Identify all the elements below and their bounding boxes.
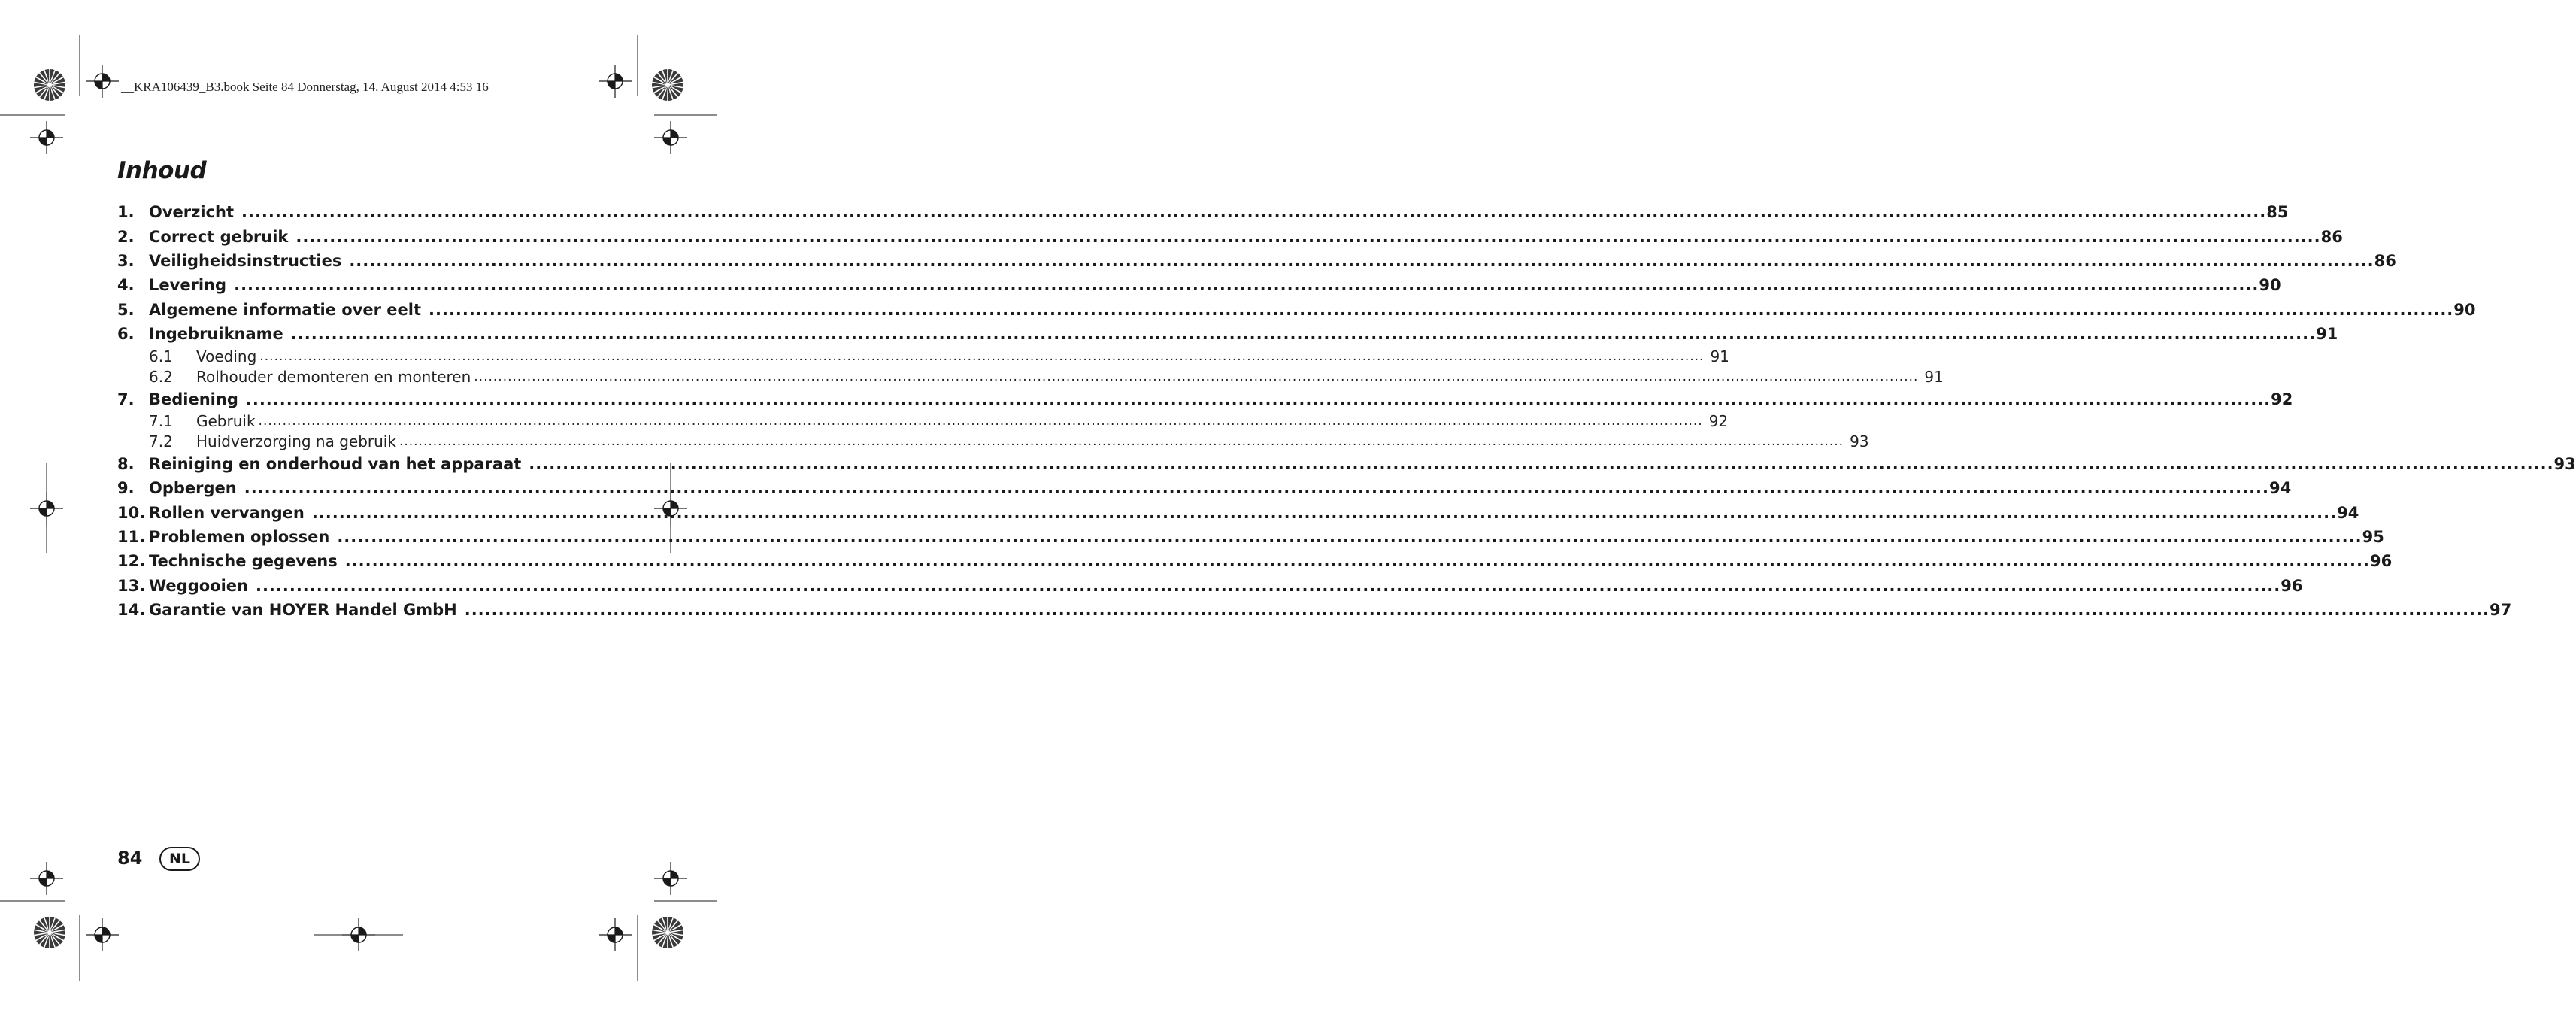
toc-leader-dots: ............................................................................................................................................................................................................................................................................................................: [529, 454, 2554, 473]
page-title: Inhoud: [117, 157, 207, 184]
toc-entry-page: 86: [2320, 227, 2343, 246]
toc-entry: [117, 387, 2293, 411]
toc-entry-page: 90: [2453, 300, 2476, 319]
toc-subentry: [117, 366, 1944, 387]
toc-entry-page: 92: [2271, 390, 2293, 408]
toc-leader-dots: ............................................................................................................................................................................................................................................................................................................: [255, 576, 2281, 595]
toc-leader-dots: ............................................................................................................................................................................................................................................................................................................: [258, 414, 1703, 429]
toc-entry-label: Garantie van HOYER Handel GmbH: [149, 601, 457, 620]
registration-target-icon: [86, 65, 119, 98]
toc-subentry: [117, 411, 1729, 432]
toc-entry-label: Algemene informatie over eelt: [149, 300, 422, 319]
star-target-icon: [652, 69, 683, 101]
toc-leader-dots: ............................................................................................................................................................................................................................................................................................................: [399, 434, 1844, 450]
toc-entry-label: Levering: [149, 276, 227, 295]
toc-leader-dots: ............................................................................................................................................................................................................................................................................................................: [244, 479, 2270, 498]
toc-entry-number: 2.: [117, 227, 135, 246]
registration-target-icon: [599, 918, 632, 951]
registration-target-icon: [599, 65, 632, 98]
toc-leader-dots: ............................................................................................................................................................................................................................................................................................................: [241, 203, 2267, 222]
toc-subentry-number: 6.1: [149, 347, 173, 365]
toc-entry-number: 11.: [117, 528, 146, 547]
toc-entry-page: 96: [2281, 576, 2303, 595]
toc-entry: [117, 501, 2359, 525]
toc-leader-dots: ............................................................................................................................................................................................................................................................................................................: [337, 528, 2362, 547]
table-of-contents: [117, 200, 2576, 622]
toc-entry-page: 90: [2259, 276, 2281, 295]
toc-entry-label: Bediening: [149, 390, 238, 408]
toc-entry-page: 85: [2266, 203, 2289, 222]
toc-subentry-label: Gebruik: [196, 412, 256, 431]
registration-target-icon: [86, 918, 119, 951]
toc-entry-number: 7.: [117, 390, 135, 408]
toc-entry-label: Reiniging en onderhoud van het apparaat: [149, 454, 522, 473]
toc-entry: [117, 452, 2576, 476]
print-info-line: __KRA106439_B3.book Seite 84 Donnerstag, 14. August 2014 4:53 16: [121, 80, 489, 94]
toc-entry-page: 91: [2316, 325, 2338, 344]
toc-entry-label: Weggooien: [149, 576, 248, 595]
toc-entry-label: Technische gegevens: [149, 552, 338, 571]
registration-target-icon: [30, 121, 63, 154]
toc-entry: [117, 525, 2384, 549]
toc-subentry-label: Voeding: [196, 347, 257, 365]
toc-entry-label: Problemen oplossen: [149, 528, 330, 547]
toc-entry-page: 93: [2553, 454, 2576, 473]
toc-subentry-page: 91: [1924, 367, 1944, 386]
star-target-icon: [34, 917, 65, 948]
toc-leader-dots: ............................................................................................................................................................................................................................................................................................................: [464, 601, 2490, 620]
toc-leader-dots: ............................................................................................................................................................................................................................................................................................................: [245, 390, 2271, 408]
toc-leader-dots: ............................................................................................................................................................................................................................................................................................................: [259, 348, 1705, 364]
toc-leader-dots: ............................................................................................................................................................................................................................................................................................................: [474, 368, 1919, 384]
toc-leader-dots: ............................................................................................................................................................................................................................................................................................................: [311, 503, 2338, 522]
toc-entry-label: Rollen vervangen: [149, 503, 305, 522]
toc-entry-number: 6.: [117, 325, 135, 344]
toc-entry-number: 14.: [117, 601, 146, 620]
toc-entry-number: 9.: [117, 479, 135, 498]
toc-entry-number: 4.: [117, 276, 135, 295]
registration-target-icon: [30, 862, 63, 895]
toc-leader-dots: ............................................................................................................................................................................................................................................................................................................: [290, 325, 2317, 344]
toc-entry-number: 5.: [117, 300, 135, 319]
toc-subentry-number: 7.2: [149, 432, 173, 451]
toc-entry: [117, 549, 2393, 573]
toc-entry: [117, 200, 2289, 224]
toc-entry-page: 94: [2269, 479, 2292, 498]
toc-entry-number: 12.: [117, 552, 146, 571]
toc-leader-dots: ............................................................................................................................................................................................................................................................................................................: [295, 227, 2321, 246]
toc-entry-label: Correct gebruik: [149, 227, 289, 246]
registration-target-icon: [654, 862, 687, 895]
star-target-icon: [34, 69, 65, 101]
toc-entry: [117, 476, 2292, 500]
toc-entry: [117, 598, 2512, 622]
toc-subentry: [117, 346, 1729, 366]
toc-subentry-number: 6.2: [149, 367, 173, 386]
toc-leader-dots: ............................................................................................................................................................................................................................................................................................................: [429, 300, 2454, 319]
toc-leader-dots: ............................................................................................................................................................................................................................................................................................................: [349, 251, 2374, 270]
language-badge: NL: [159, 847, 200, 871]
star-target-icon: [652, 917, 683, 948]
toc-subentry: [117, 432, 1869, 452]
toc-entry-number: 8.: [117, 454, 135, 473]
toc-entry-page: 86: [2374, 251, 2396, 270]
toc-entry-page: 95: [2362, 528, 2384, 547]
registration-target-icon: [654, 121, 687, 154]
toc-subentry-label: Huidverzorging na gebruik: [196, 432, 396, 451]
toc-subentry-label: Rolhouder demonteren en monteren: [196, 367, 471, 386]
toc-leader-dots: ............................................................................................................................................................................................................................................................................................................: [344, 552, 2370, 571]
toc-subentry-page: 93: [1850, 432, 1869, 451]
toc-entry-page: 94: [2337, 503, 2359, 522]
page-number: 84: [117, 848, 143, 869]
toc-entry-page: 97: [2489, 601, 2512, 620]
toc-subentry-number: 7.1: [149, 412, 173, 431]
toc-entry: [117, 249, 2396, 273]
toc-leader-dots: ............................................................................................................................................................................................................................................................................................................: [234, 276, 2259, 295]
toc-entry: [117, 574, 2303, 598]
toc-entry-number: 3.: [117, 251, 135, 270]
toc-subentry-page: 91: [1710, 347, 1729, 365]
toc-entry-label: Opbergen: [149, 479, 237, 498]
toc-entry: [117, 322, 2338, 346]
toc-entry-label: Veiligheidsinstructies: [149, 251, 342, 270]
toc-entry-page: 96: [2369, 552, 2393, 571]
toc-entry: [117, 298, 2476, 322]
toc-entry-number: 10.: [117, 503, 146, 522]
toc-entry: [117, 224, 2343, 248]
toc-entry-number: 13.: [117, 576, 146, 595]
toc-entry-number: 1.: [117, 203, 135, 222]
toc-entry-label: Overzicht: [149, 203, 234, 222]
toc-subentry-page: 92: [1708, 412, 1729, 431]
toc-entry-label: Ingebruikname: [149, 325, 283, 344]
toc-entry: [117, 273, 2281, 297]
